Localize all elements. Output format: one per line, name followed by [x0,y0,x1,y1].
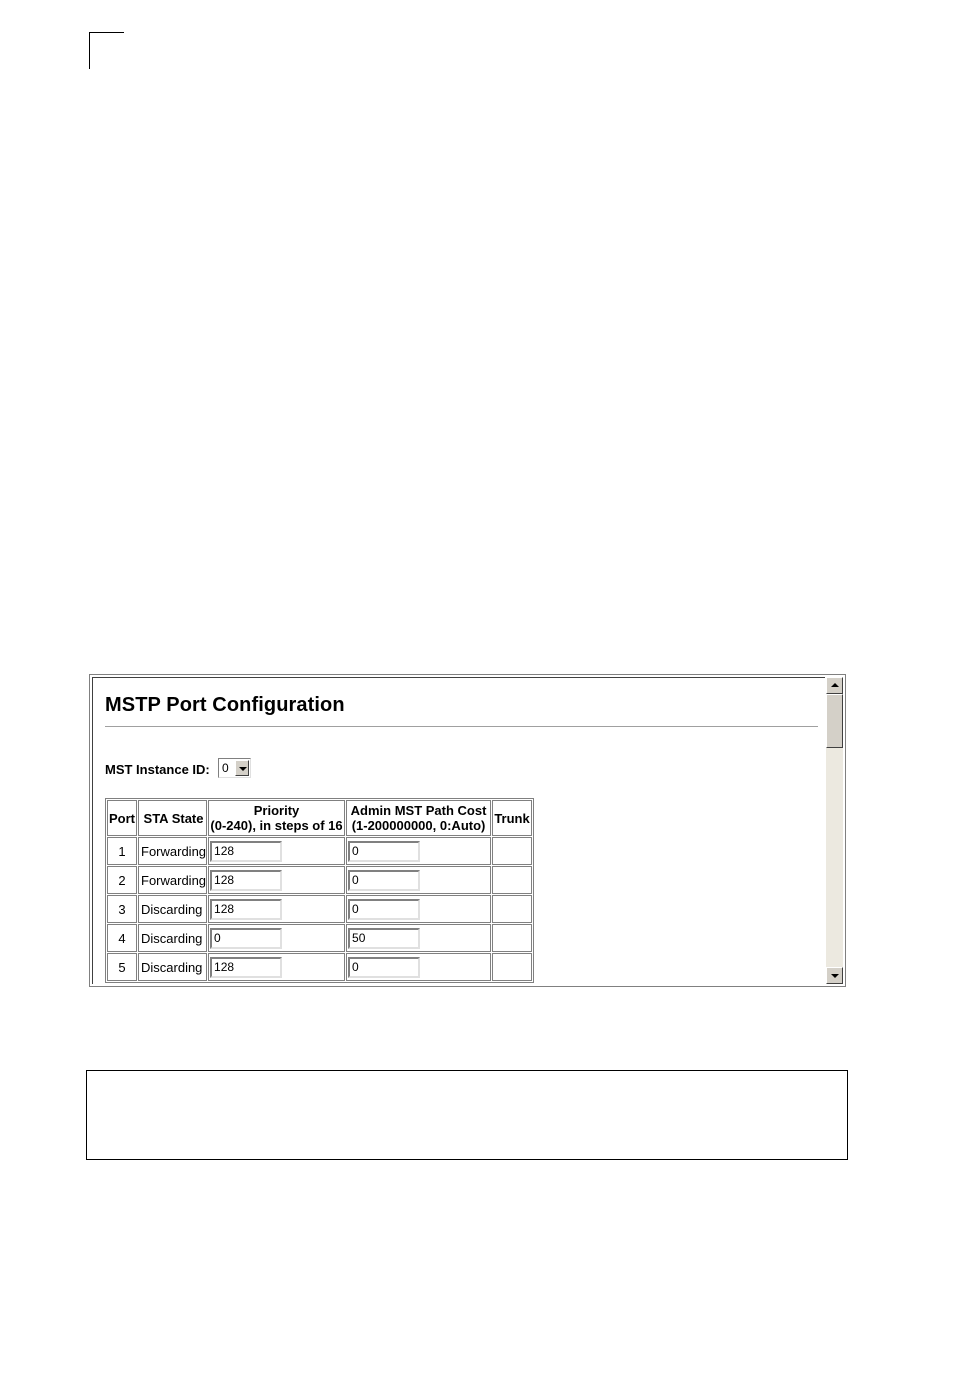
priority-cell [208,953,345,981]
trunk-cell [492,924,532,952]
path-cost-cell [346,924,491,952]
priority-input[interactable] [210,957,282,978]
sta-state: Forwarding [138,837,207,865]
priority-input[interactable] [210,928,282,949]
trunk-cell [492,866,532,894]
sta-state: Discarding [138,924,207,952]
trunk-cell [492,953,532,981]
table-row [107,924,532,952]
priority-cell [208,837,345,865]
header-path-cost [346,800,491,836]
path-cost-cell [346,837,491,865]
port-config-table [105,798,534,983]
path-cost-input[interactable] [348,957,420,978]
path-cost-cell [346,953,491,981]
arrow-up-icon[interactable] [826,677,843,694]
crop-mark-vertical [89,32,90,69]
page-title: MSTP Port Configuration [105,694,345,716]
path-cost-cell [346,895,491,923]
priority-cell [208,866,345,894]
scrollbar-thumb[interactable] [826,694,843,748]
priority-input[interactable] [210,870,282,891]
table-row [107,953,532,981]
path-cost-input[interactable] [348,841,420,862]
header-priority-range: (0-240), in steps of 16 [210,818,343,833]
mst-instance-label: MST Instance ID: [105,762,210,777]
mst-instance-select[interactable] [218,758,251,778]
priority-input[interactable] [210,899,282,920]
path-cost-input[interactable] [348,870,420,891]
trunk-cell [492,837,532,865]
header-priority-title: Priority [253,803,300,818]
header-path-cost-range: (1-200000000, 0:Auto) [351,818,486,833]
table-header-row [107,800,532,836]
port-number: 2 [107,866,137,894]
trunk-cell [492,895,532,923]
sta-state: Discarding [138,953,207,981]
table-row [107,895,532,923]
arrow-down-icon[interactable] [826,967,843,984]
port-number: 3 [107,895,137,923]
sta-state: Discarding [138,895,207,923]
vertical-scrollbar[interactable] [826,677,843,984]
header-priority [208,800,345,836]
crop-mark-horizontal [89,32,124,33]
port-number: 4 [107,924,137,952]
path-cost-cell [346,866,491,894]
port-number: 1 [107,837,137,865]
chevron-down-icon[interactable] [235,760,249,776]
header-path-cost-title: Admin MST Path Cost [350,803,487,818]
path-cost-input[interactable] [348,928,420,949]
table-row [107,837,532,865]
priority-input[interactable] [210,841,282,862]
header-port: Port [107,800,137,836]
header-trunk: Trunk [492,800,532,836]
page-content [92,677,825,984]
path-cost-input[interactable] [348,899,420,920]
table-row [107,866,532,894]
title-divider [105,726,818,728]
sta-state: Forwarding [138,866,207,894]
browser-frame [89,674,846,987]
header-sta-state: STA State [138,800,207,836]
port-number: 5 [107,953,137,981]
priority-cell [208,924,345,952]
mst-instance-value: 0 [222,761,229,775]
note-box [86,1070,848,1160]
priority-cell [208,895,345,923]
